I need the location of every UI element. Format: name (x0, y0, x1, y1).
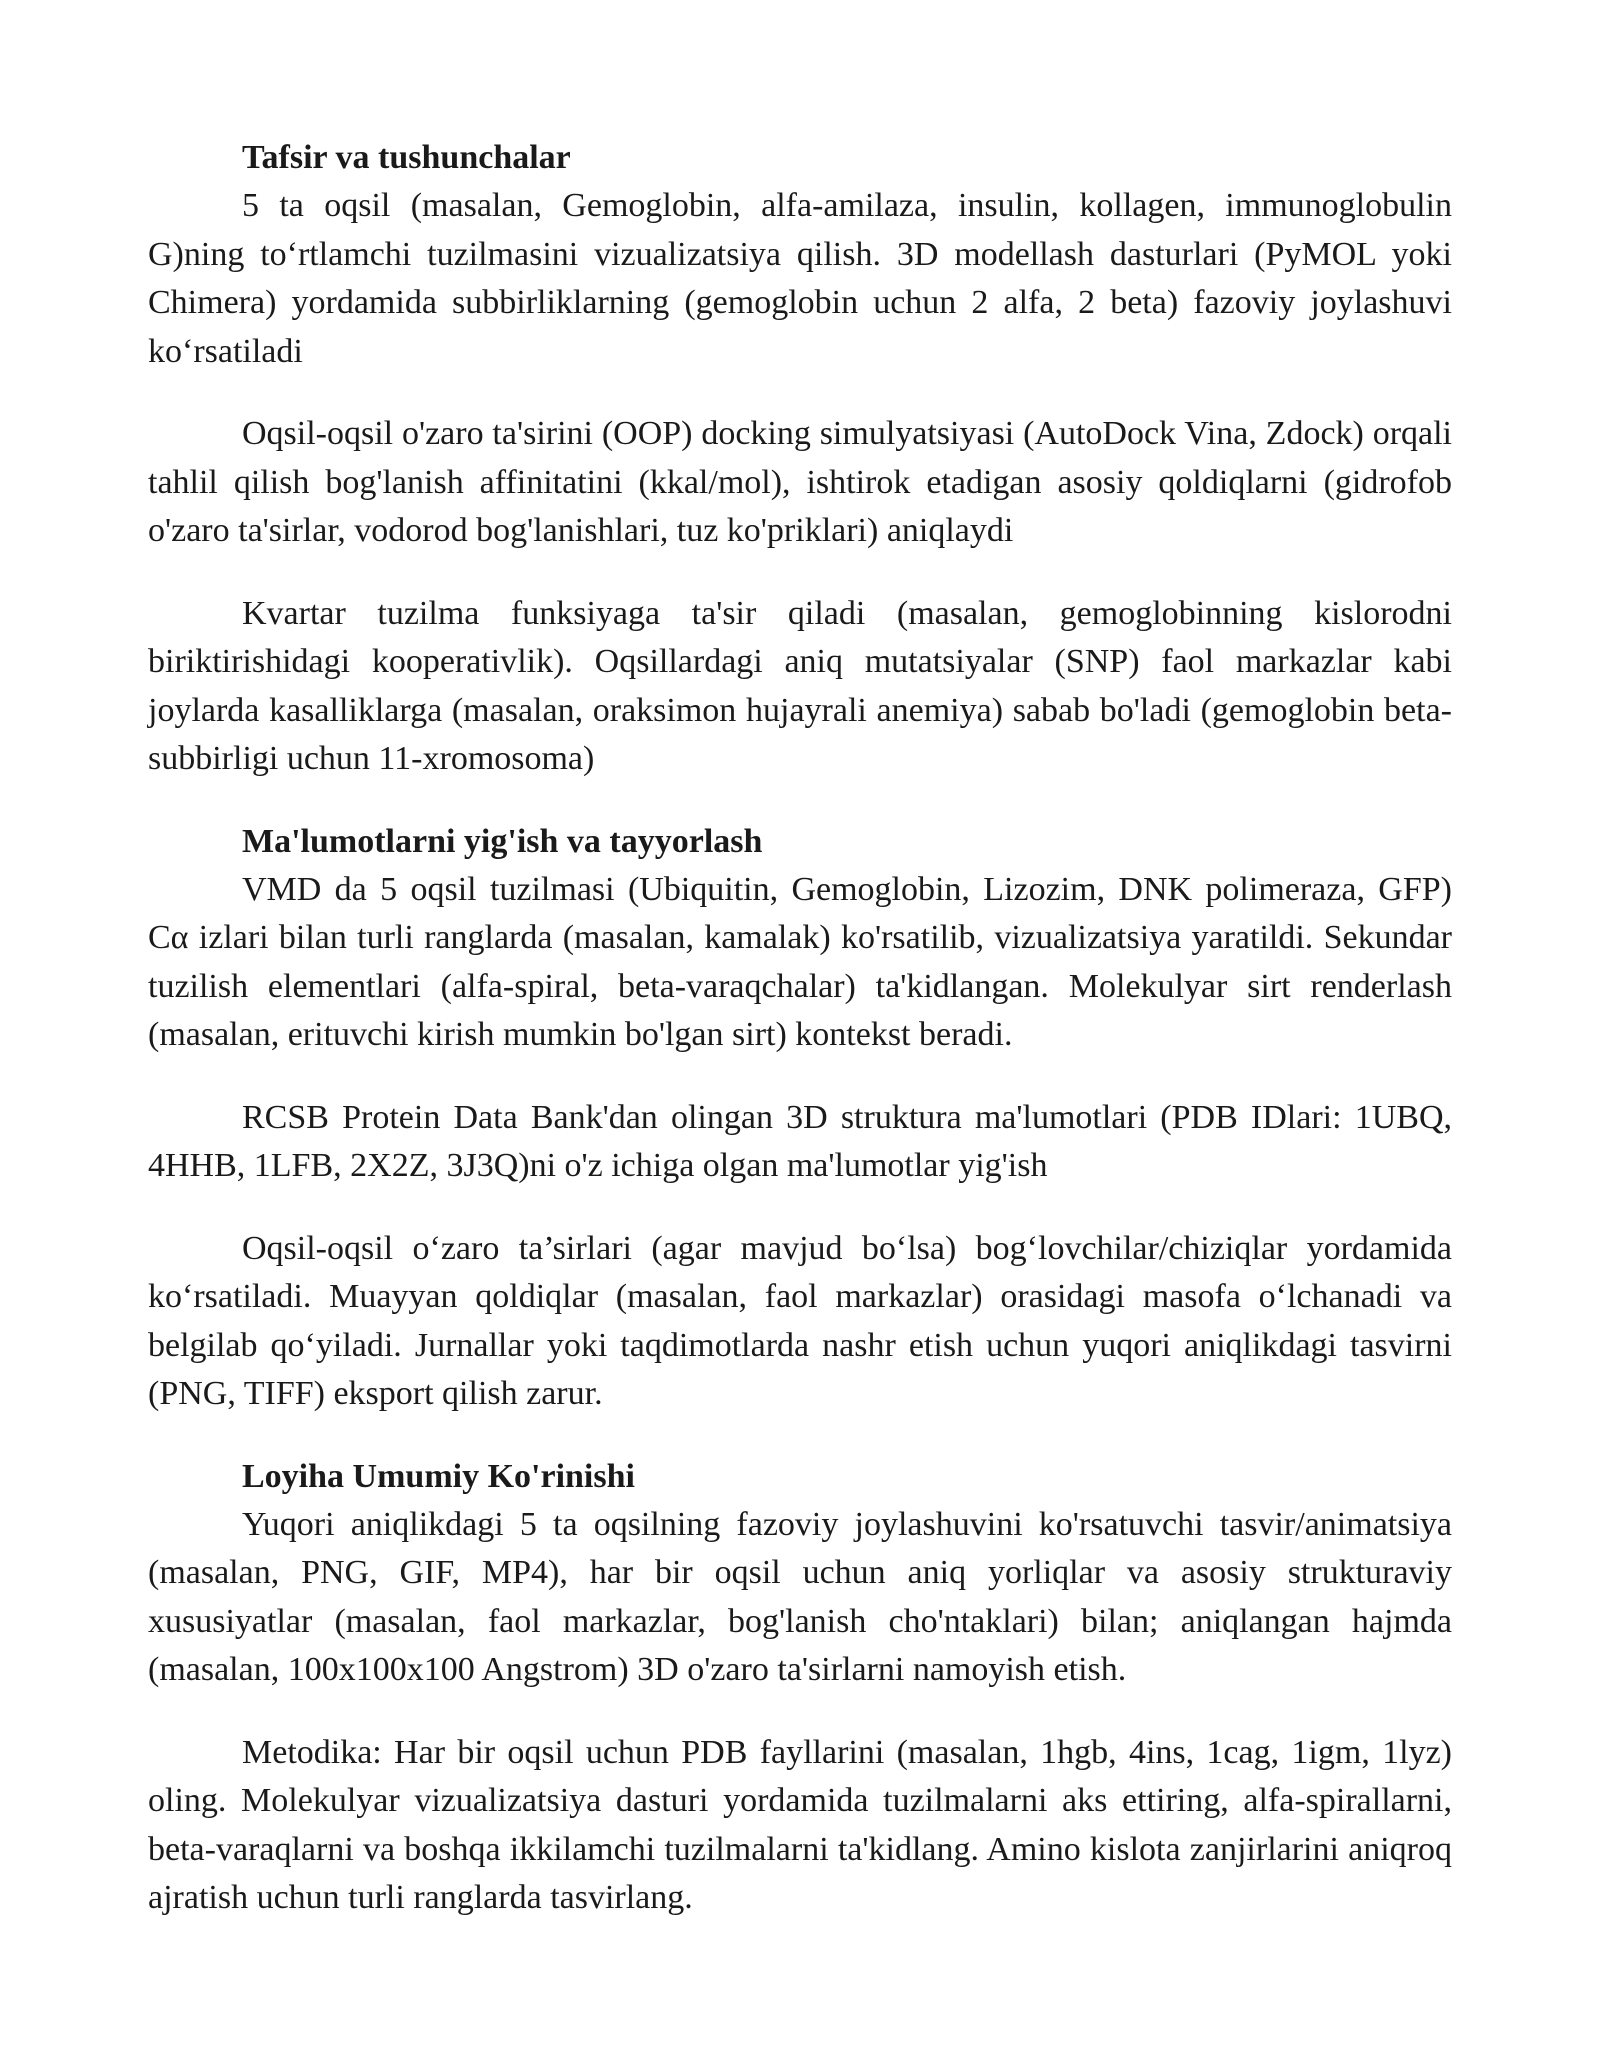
paragraph: Yuqori aniqlikdagi 5 ta oqsilning fazoviy joylashuvini ko'rsatuvchi tasvir/animatsiya (masalan, PNG, GIF, MP4), har bir oqsil uchun aniq yorliqlar va asosiy strukturaviy xususiyatlar (masalan, faol markazlar, bog'lanish cho'ntaklari) bilan; aniqlangan hajmda (masalan, 100x100x100 Angstrom) 3D o'zaro ta'sirlarni namoyish etish. (148, 1505, 1452, 1688)
section-data-collection (148, 818, 1452, 1419)
paragraph: 5 ta oqsil (masalan, Gemoglobin, alfa-amilaza, insulin, kollagen, immunoglobulin G)ning to‘rtlamchi tuzilmasini vizualizatsiya qilish. 3D modellash dasturlari (PyMOL yoki Chimera) yordamida subbirliklarning (gemoglobin uchun 2 alfa, 2 beta) fazoviy joylashuvi ko‘rsatiladi (148, 187, 1452, 370)
paragraph: Metodika: Har bir oqsil uchun PDB fayllarini (masalan, 1hgb, 4ins, 1cag, 1igm, 1lyz) oling. Molekulyar vizualizatsiya dasturi yordamida tuzilmalarni aks ettiring, alfa-spirallarni, beta-varaqlarni va boshqa ikkilamchi tuzilmalarni ta'kidlang. Amino kislota zanjirlarini aniqroq ajratish uchun turli ranglarda tasvirlang. (148, 1733, 1452, 1916)
section-heading: Tafsir va tushunchalar (242, 139, 571, 176)
section-heading: Ma'lumotlarni yig'ish va tayyorlash (242, 822, 763, 860)
paragraph: Oqsil-oqsil o‘zaro ta’sirlari (agar mavjud bo‘lsa) bog‘lovchilar/chiziqlar yordamida ko‘rsatiladi. Muayyan qoldiqlar (masalan, faol markazlar) orasidagi masofa o‘lchanadi va belgilab qo‘yiladi. Jurnallar yoki taqdimotlarda nashr etish uchun yuqori aniqlikdagi tasvirni (PNG, TIFF) eksport qilish zarur. (148, 1229, 1452, 1412)
section-project-overview (148, 1453, 1452, 1923)
paragraph: Kvartar tuzilma funksiyaga ta'sir qiladi (masalan, gemoglobinning kislorodni biriktirishidagi kooperativlik). Oqsillardagi aniq mutatsiyalar (SNP) faol markazlar kabi joylarda kasalliklarga (masalan, oraksimon hujayrali anemiya) sabab bo'ladi (gemoglobin beta-subbirligi uchun 11-xromosoma) (148, 594, 1452, 777)
paragraph: VMD da 5 oqsil tuzilmasi (Ubiquitin, Gemoglobin, Lizozim, DNK polimeraza, GFP) Cα izlari bilan turli ranglarda (masalan, kamalak) ko'rsatilib, vizualizatsiya yaratildi. Sekundar tuzilish elementlari (alfa-spiral, beta-varaqchalar) ta'kidlangan. Molekulyar sirt renderlash (masalan, erituvchi kirish mumkin bo'lgan sirt) kontekst beradi. (148, 870, 1452, 1053)
section-interpretation (148, 134, 1452, 784)
document-page (148, 134, 1452, 1923)
section-heading: Loyiha Umumiy Ko'rinishi (242, 1457, 635, 1495)
paragraph: RCSB Protein Data Bank'dan olingan 3D struktura ma'lumotlari (PDB IDlari: 1UBQ, 4HHB, 1LFB, 2X2Z, 3J3Q)ni o'z ichiga olgan ma'lumotlar yig'ish (148, 1098, 1452, 1184)
paragraph: Oqsil-oqsil o'zaro ta'sirini (OOP) docking simulyatsiyasi (AutoDock Vina, Zdock) orqali tahlil qilish bog'lanish affinitatini (kkal/mol), ishtirok etadigan asosiy qoldiqlarni (gidrofob o'zaro ta'sirlar, vodorod bog'lanishlari, tuz ko'priklari) aniqlaydi (148, 415, 1452, 549)
